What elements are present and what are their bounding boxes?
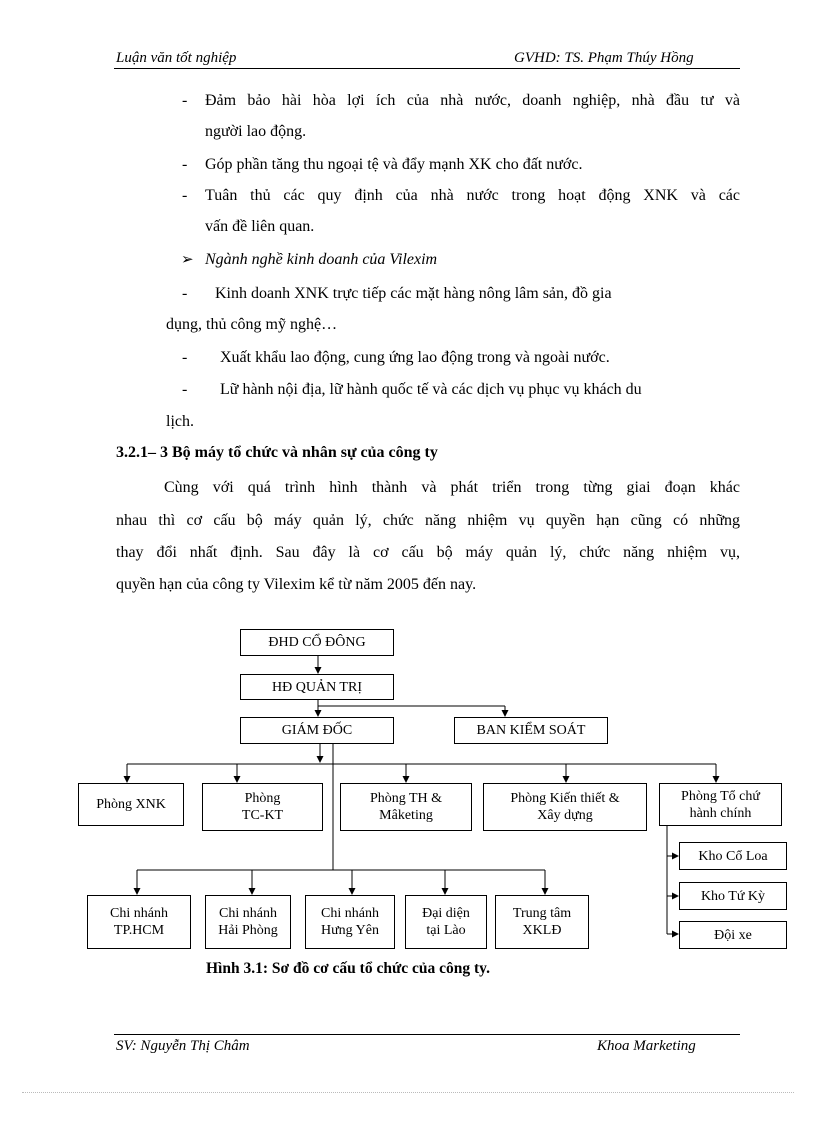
paragraph-line1: Cùng với quá trình hình thành và phát triển trong từng giai đoạn khác	[164, 479, 740, 496]
box-dept-xnk: Phòng XNK	[78, 783, 184, 826]
paragraph-line2: nhau thì cơ cấu bộ máy quản lý, chức năng nhiệm vụ quyền hạn cũng có những	[116, 512, 740, 529]
arrow-bullet-icon: ➢	[181, 252, 194, 268]
bullet1-line1: Đảm bảo hài hòa lợi ích của nhà nước, doanh nghiệp, nhà đầu tư và	[205, 92, 740, 109]
box-dept-admin: Phòng Tổ chứ hành chính	[659, 783, 782, 826]
bullet-dash: -	[182, 156, 188, 173]
box-branch-hcm: Chi nhánh TP.HCM	[87, 895, 191, 949]
biz3-line2: lịch.	[166, 413, 194, 430]
bullet3-line2: vấn đề liên quan.	[205, 218, 315, 235]
box-xkld-center: Trung tâm XKLĐ	[495, 895, 589, 949]
section-heading: 3.2.1– 3 Bộ máy tổ chức và nhân sự của công ty	[116, 444, 438, 461]
bullet-dash: -	[182, 381, 188, 398]
box-branch-haiphong: Chi nhánh Hải Phòng	[205, 895, 291, 949]
box-dept-tckt: Phòng TC-KT	[202, 783, 323, 831]
business-heading: Ngành nghề kinh doanh của Vilexim	[205, 251, 438, 268]
footer-right: Khoa Marketing	[597, 1038, 696, 1054]
box-dept-marketing: Phòng TH & Mâketing	[340, 783, 472, 831]
bullet2: Góp phần tăng thu ngoại tệ và đẩy mạnh XK cho đất nước.	[205, 156, 583, 173]
biz2: Xuất khẩu lao động, cung ứng lao động trong và ngoài nước.	[220, 349, 610, 366]
header-right: GVHD: TS. Phạm Thúy Hồng	[514, 50, 694, 66]
box-director: GIÁM ĐỐC	[240, 717, 394, 744]
box-board: HĐ QUẢN TRỊ	[240, 674, 394, 700]
box-supervisory: BAN KIỂM SOÁT	[454, 717, 608, 744]
box-shareholders: ĐHD CỔ ĐÔNG	[240, 629, 394, 656]
biz3-line1: Lữ hành nội địa, lữ hành quốc tế và các dịch vụ phục vụ khách du	[220, 381, 642, 398]
bullet-dash: -	[182, 92, 188, 109]
biz1-line1: Kinh doanh XNK trực tiếp các mặt hàng nông lâm sản, đồ gia	[215, 285, 612, 302]
bullet1-line2: người lao động.	[205, 123, 307, 140]
biz1-line2: dụng, thủ công mỹ nghệ…	[166, 316, 338, 333]
page-bottom-dotted-line	[22, 1092, 794, 1093]
box-branch-hungyen: Chi nhánh Hưng Yên	[305, 895, 395, 949]
bullet-dash: -	[182, 187, 188, 204]
bullet3-line1: Tuân thủ các quy định của nhà nước trong hoạt động XNK và các	[205, 187, 740, 204]
bullet-dash: -	[182, 285, 188, 302]
box-rep-laos: Đại diện tại Lào	[405, 895, 487, 949]
box-kho-coloa: Kho Cổ Loa	[679, 842, 787, 870]
figure-caption: Hình 3.1: Sơ đồ cơ cấu tổ chức của công ty.	[206, 960, 490, 977]
box-kho-tuky: Kho Tứ Kỳ	[679, 882, 787, 910]
header-left: Luận văn tốt nghiệp	[116, 50, 237, 66]
footer-left: SV: Nguyễn Thị Châm	[116, 1038, 250, 1054]
box-doi-xe: Đội xe	[679, 921, 787, 949]
box-dept-construction: Phòng Kiến thiết & Xây dựng	[483, 783, 647, 831]
bullet-dash: -	[182, 349, 188, 366]
paragraph-line3: thay đổi nhất định. Sau đây là cơ cấu bộ máy quản lý, chức năng nhiệm vụ,	[116, 544, 740, 561]
footer-rule	[114, 1034, 740, 1035]
paragraph-line4: quyền hạn của công ty Vilexim kể từ năm 2005 đến nay.	[116, 576, 477, 593]
